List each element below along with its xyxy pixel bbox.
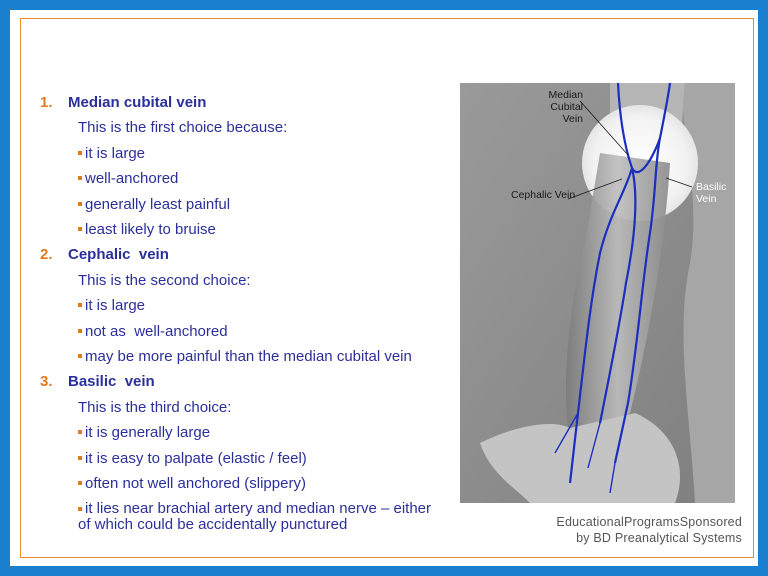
- bullet-text: generally least painful: [85, 195, 231, 213]
- bullet-item: [40, 166, 460, 191]
- list-intro: This is the second choice:: [78, 271, 251, 289]
- median-cubital-vein-label: [543, 89, 583, 125]
- bullet-square-icon: [78, 151, 82, 155]
- bullet-square-icon: [78, 227, 82, 231]
- label-line: Median: [548, 89, 583, 101]
- list-item-heading: [40, 369, 460, 394]
- label-line: Basilic: [696, 181, 727, 193]
- credit-line: by BD Preanalytical Systems: [576, 531, 742, 545]
- vein-choice-list: [40, 90, 460, 533]
- bullet-text: it is large: [85, 144, 146, 162]
- credit-line: EducationalProgramsSponsored: [556, 515, 742, 529]
- list-title: Cephalic vein: [68, 246, 169, 264]
- bullet-square-icon: [78, 481, 82, 485]
- basilic-vein-label: [696, 181, 726, 205]
- bullet-text: it is easy to palpate (elastic / feel): [85, 449, 307, 467]
- arm-illustration-svg: [460, 83, 735, 503]
- cephalic-vein-label: Cephalic Vein: [511, 189, 576, 201]
- bullet-item: [40, 319, 460, 344]
- bullet-item: [40, 141, 460, 166]
- list-intro: This is the first choice because:: [78, 119, 288, 137]
- list-intro: This is the third choice:: [78, 398, 232, 416]
- list-title: Basilic vein: [68, 373, 155, 391]
- bullet-text: not as well-anchored: [85, 322, 228, 340]
- bullet-item: [40, 293, 460, 318]
- list-number: 3.: [40, 373, 53, 391]
- label-line: Cubital: [550, 101, 583, 113]
- list-item-heading: [40, 242, 460, 267]
- bullet-item: [40, 420, 460, 445]
- bullet-text: it is generally large: [85, 424, 211, 442]
- label-line: Vein: [562, 113, 583, 125]
- list-item-heading: [40, 90, 460, 115]
- bullet-square-icon: [78, 176, 82, 180]
- bullet-square-icon: [78, 456, 82, 460]
- bullet-item: [40, 344, 460, 369]
- bullet-text: may be more painful than the median cubital vein: [85, 348, 412, 366]
- bullet-item: [40, 192, 460, 217]
- bullet-item: [40, 217, 460, 242]
- bullet-square-icon: [78, 507, 82, 511]
- label-line: Vein: [696, 193, 717, 205]
- bullet-square-icon: [78, 303, 82, 307]
- bullet-item: [40, 501, 460, 533]
- bullet-text: well-anchored: [85, 170, 179, 188]
- bullet-text: least likely to bruise: [85, 221, 216, 239]
- list-number: 2.: [40, 246, 53, 264]
- bullet-text-line: it lies near brachial artery and median nerve – either: [85, 499, 432, 517]
- bullet-square-icon: [78, 329, 82, 333]
- bullet-text: often not well anchored (slippery): [85, 475, 306, 493]
- list-number: 1.: [40, 94, 53, 111]
- bullet-item: [40, 446, 460, 471]
- bullet-text: [78, 499, 432, 533]
- list-title: Median cubital vein: [68, 94, 207, 111]
- bullet-square-icon: [78, 354, 82, 358]
- sponsor-credit: [524, 514, 742, 546]
- bullet-square-icon: [78, 202, 82, 206]
- bullet-square-icon: [78, 430, 82, 434]
- bullet-item: [40, 471, 460, 496]
- bullet-text: it is large: [85, 297, 146, 315]
- arm-vein-illustration: [460, 83, 735, 503]
- bullet-text-line: of which could be accidentally punctured: [78, 515, 348, 533]
